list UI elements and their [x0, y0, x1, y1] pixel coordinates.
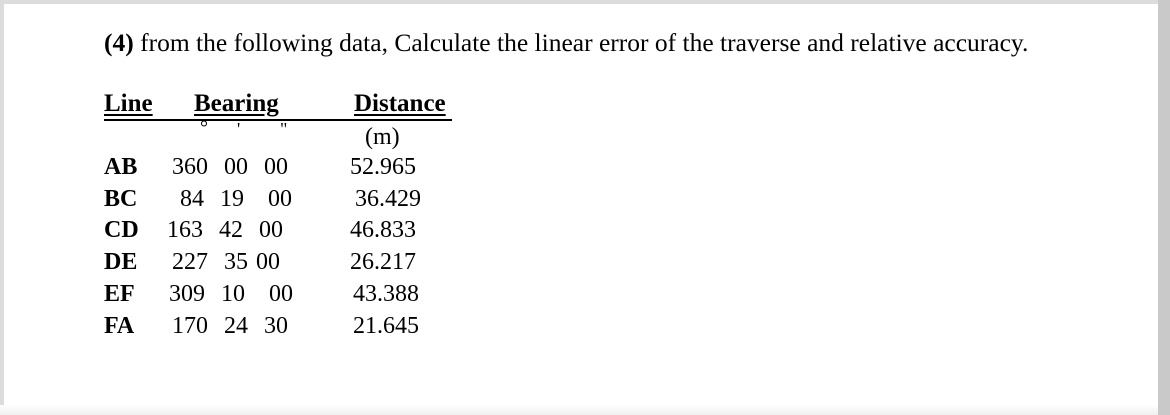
row-line-de: DE: [104, 249, 138, 275]
row-distance-bc: 36.429: [355, 186, 421, 212]
minute-symbol: ': [237, 119, 241, 139]
row-line-ab: AB: [104, 154, 138, 180]
row-distance-ab: 52.965: [350, 154, 416, 180]
row-line-ef: EF: [104, 281, 135, 307]
row-bearing-cd: 163 42 00: [167, 217, 283, 243]
second-symbol: ": [280, 119, 288, 139]
row-distance-de: 26.217: [350, 249, 416, 275]
header-rule: [104, 119, 452, 121]
question-text: [104, 28, 1028, 58]
row-bearing-ab: 360 00 00: [172, 154, 288, 180]
row-line-cd: CD: [104, 217, 139, 243]
degree-symbol: °: [200, 117, 208, 139]
row-bearing-ef: 309 10 00: [169, 281, 293, 307]
row-bearing-fa: 170 24 30: [172, 313, 288, 339]
distance-unit: (m): [365, 124, 400, 150]
page-scroll-edge: [1158, 0, 1170, 415]
page-bottom-edge: [0, 405, 1158, 415]
header-bearing: Bearing: [194, 90, 279, 117]
header-distance: Distance: [354, 90, 446, 117]
row-bearing-bc: 84 19 00: [180, 186, 292, 212]
row-bearing-de: 227 35 00: [172, 249, 280, 275]
row-distance-cd: 46.833: [350, 217, 416, 243]
header-line: Line: [104, 90, 153, 117]
row-line-fa: FA: [104, 313, 135, 339]
question-number: (4): [104, 28, 134, 57]
row-line-bc: BC: [104, 186, 138, 212]
row-distance-fa: 21.645: [353, 313, 419, 339]
row-distance-ef: 43.388: [353, 281, 419, 307]
question-body: from the following data, Calculate the linear error of the traverse and relative accuracy.: [133, 28, 1029, 57]
